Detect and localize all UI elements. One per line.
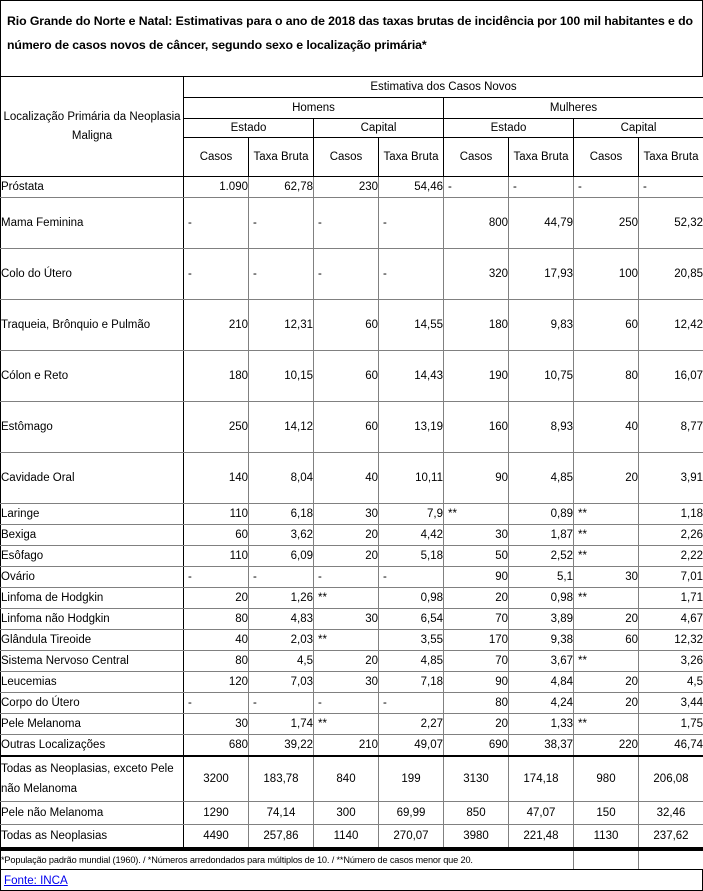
data-cell: 20 [574, 672, 639, 693]
table-row [1, 693, 703, 714]
header-stub: Localização Primária da Neoplasia Maligna [1, 77, 184, 177]
data-cell: - [249, 693, 314, 714]
row-label: Mama Feminina [1, 198, 184, 249]
data-cell: 20 [574, 693, 639, 714]
data-cell: 20,85 [639, 249, 703, 300]
data-cell: 62,78 [249, 177, 314, 198]
data-cell: ** [444, 504, 509, 525]
row-label: Colo do Útero [1, 249, 184, 300]
summary-data-cell: 300 [314, 802, 379, 825]
data-cell: 60 [574, 630, 639, 651]
data-cell: 20 [184, 588, 249, 609]
data-cell: 3,55 [379, 630, 444, 651]
data-cell: 12,31 [249, 300, 314, 351]
data-cell: 800 [444, 198, 509, 249]
data-cell: 4,85 [379, 651, 444, 672]
data-cell: 60 [184, 525, 249, 546]
data-cell: - [184, 249, 249, 300]
data-cell: - [639, 177, 703, 198]
data-cell: 680 [184, 735, 249, 757]
data-cell: 5,1 [509, 567, 574, 588]
row-label: Glândula Tireoide [1, 630, 184, 651]
data-cell: ** [574, 504, 639, 525]
table-row [1, 609, 703, 630]
table-row [1, 198, 703, 249]
summary-data-cell: 150 [574, 802, 639, 825]
data-cell: ** [314, 588, 379, 609]
data-cell: 170 [444, 630, 509, 651]
data-cell: 14,55 [379, 300, 444, 351]
summary-data-cell: 183,78 [249, 756, 314, 802]
data-cell: 160 [444, 402, 509, 453]
summary-row-label: Todas as Neoplasias [1, 825, 184, 849]
data-cell: 20 [314, 525, 379, 546]
data-cell: 2,27 [379, 714, 444, 735]
summary-data-cell: 69,99 [379, 802, 444, 825]
data-cell: 30 [314, 609, 379, 630]
data-cell: 9,38 [509, 630, 574, 651]
data-cell: 20 [574, 453, 639, 504]
footnote-table [0, 849, 703, 870]
table-row [1, 504, 703, 525]
table-row [1, 525, 703, 546]
table-row [1, 567, 703, 588]
data-cell: 80 [574, 351, 639, 402]
row-label: Traqueia, Brônquio e Pulmão [1, 300, 184, 351]
data-cell: 3,67 [509, 651, 574, 672]
data-cell: 60 [314, 402, 379, 453]
data-cell: - [379, 249, 444, 300]
data-cell: 7,01 [639, 567, 703, 588]
summary-data-cell: 32,46 [639, 802, 703, 825]
data-cell: 70 [444, 609, 509, 630]
row-label: Sistema Nervoso Central [1, 651, 184, 672]
data-cell: 3,62 [249, 525, 314, 546]
data-cell: ** [314, 714, 379, 735]
data-cell: - [379, 567, 444, 588]
summary-data-cell: 74,14 [249, 802, 314, 825]
data-cell: 250 [184, 402, 249, 453]
data-cell: - [379, 693, 444, 714]
table-row [1, 714, 703, 735]
data-cell: 1,18 [639, 504, 703, 525]
summary-row [1, 825, 703, 849]
data-cell: 10,15 [249, 351, 314, 402]
data-cell: 3,44 [639, 693, 703, 714]
data-cell: - [249, 249, 314, 300]
data-cell: - [574, 177, 639, 198]
data-cell: 2,52 [509, 546, 574, 567]
data-cell: 13,19 [379, 402, 444, 453]
summary-data-cell: 221,48 [509, 825, 574, 849]
data-cell: ** [314, 630, 379, 651]
summary-data-cell: 1130 [574, 825, 639, 849]
data-cell: 7,9 [379, 504, 444, 525]
data-cell: 80 [184, 651, 249, 672]
data-cell: - [184, 693, 249, 714]
data-cell: 210 [314, 735, 379, 757]
data-cell: 20 [444, 714, 509, 735]
row-label: Outras Localizações [1, 735, 184, 757]
data-cell: 14,12 [249, 402, 314, 453]
header-group-homens-estado: Estado [184, 119, 314, 138]
data-cell: 220 [574, 735, 639, 757]
data-cell: 39,22 [249, 735, 314, 757]
data-cell: 3,91 [639, 453, 703, 504]
data-cell: - [314, 693, 379, 714]
summary-row [1, 756, 703, 802]
row-label: Ovário [1, 567, 184, 588]
data-cell: 12,32 [639, 630, 703, 651]
data-cell: 46,74 [639, 735, 703, 757]
data-cell: 30 [184, 714, 249, 735]
data-cell: 230 [314, 177, 379, 198]
data-cell: 180 [444, 300, 509, 351]
source-link[interactable]: Fonte: INCA [4, 874, 68, 887]
data-cell: ** [574, 714, 639, 735]
data-cell: 4,84 [509, 672, 574, 693]
table-body [1, 177, 703, 757]
data-cell: - [314, 198, 379, 249]
data-cell: 52,32 [639, 198, 703, 249]
data-cell: 1,75 [639, 714, 703, 735]
row-label: Cólon e Reto [1, 351, 184, 402]
data-cell: 8,04 [249, 453, 314, 504]
data-cell: 40 [574, 402, 639, 453]
header-col-casos-mulheres-capital: Casos [574, 138, 639, 177]
summary-row-label: Todas as Neoplasias, exceto Pele não Melanoma [1, 756, 184, 802]
row-label: Esôfago [1, 546, 184, 567]
data-cell: 4,5 [249, 651, 314, 672]
data-cell: 30 [574, 567, 639, 588]
header-group-homens-capital: Capital [314, 119, 444, 138]
data-cell: 180 [184, 351, 249, 402]
table-title-box [0, 0, 703, 76]
data-cell: 1,71 [639, 588, 703, 609]
source-row [0, 870, 703, 891]
data-cell: 2,03 [249, 630, 314, 651]
summary-data-cell: 4490 [184, 825, 249, 849]
header-col-taxa-homens-estado: Taxa Bruta [249, 138, 314, 177]
data-cell: 10,11 [379, 453, 444, 504]
data-cell: 6,54 [379, 609, 444, 630]
data-cell: 54,46 [379, 177, 444, 198]
data-cell: 44,79 [509, 198, 574, 249]
data-cell: 1,33 [509, 714, 574, 735]
data-cell: 20 [314, 651, 379, 672]
data-cell: ** [574, 546, 639, 567]
data-cell: - [184, 567, 249, 588]
data-cell: 17,93 [509, 249, 574, 300]
summary-data-cell: 237,62 [639, 825, 703, 849]
table-row [1, 249, 703, 300]
row-label: Laringe [1, 504, 184, 525]
footnote-text: *População padrão mundial (1960). / *Números arredondados para múltiplos de 10. / **Número de casos menor que 20. [1, 850, 574, 870]
data-cell: 20 [444, 588, 509, 609]
data-cell: 100 [574, 249, 639, 300]
data-cell: 4,85 [509, 453, 574, 504]
data-cell: 30 [444, 525, 509, 546]
data-cell: 40 [184, 630, 249, 651]
summary-data-cell: 980 [574, 756, 639, 802]
data-cell: 60 [574, 300, 639, 351]
summary-data-cell: 850 [444, 802, 509, 825]
summary-data-cell: 270,07 [379, 825, 444, 849]
row-label: Bexiga [1, 525, 184, 546]
data-cell: 4,24 [509, 693, 574, 714]
table-row [1, 300, 703, 351]
data-cell: 4,67 [639, 609, 703, 630]
summary-row-label: Pele não Melanoma [1, 802, 184, 825]
table-row [1, 735, 703, 757]
data-cell: 140 [184, 453, 249, 504]
data-cell: 6,18 [249, 504, 314, 525]
summary-data-cell: 174,18 [509, 756, 574, 802]
row-label: Cavidade Oral [1, 453, 184, 504]
data-cell: 2,26 [639, 525, 703, 546]
data-cell: - [184, 198, 249, 249]
data-cell: 60 [314, 300, 379, 351]
data-cell: 6,09 [249, 546, 314, 567]
data-cell: - [509, 177, 574, 198]
data-cell: 190 [444, 351, 509, 402]
header-col-casos-mulheres-estado: Casos [444, 138, 509, 177]
data-cell: 1,26 [249, 588, 314, 609]
header-group-mulheres-estado: Estado [444, 119, 574, 138]
table-row [1, 588, 703, 609]
data-cell: 14,43 [379, 351, 444, 402]
table-row [1, 630, 703, 651]
header-col-taxa-mulheres-estado: Taxa Bruta [509, 138, 574, 177]
data-cell: 5,18 [379, 546, 444, 567]
data-cell: - [444, 177, 509, 198]
summary-data-cell: 840 [314, 756, 379, 802]
data-cell: - [314, 567, 379, 588]
data-cell: 80 [444, 693, 509, 714]
summary-data-cell: 1140 [314, 825, 379, 849]
data-cell: 2,22 [639, 546, 703, 567]
header-estimativa-casos-novos: Estimativa dos Casos Novos [184, 77, 703, 98]
row-label: Linfoma de Hodgkin [1, 588, 184, 609]
data-cell: 30 [314, 504, 379, 525]
summary-data-cell: 47,07 [509, 802, 574, 825]
data-cell: 690 [444, 735, 509, 757]
data-cell: 16,07 [639, 351, 703, 402]
data-cell: 320 [444, 249, 509, 300]
table-row [1, 651, 703, 672]
header-group-mulheres-capital: Capital [574, 119, 703, 138]
data-cell: 50 [444, 546, 509, 567]
table-row [1, 453, 703, 504]
table-summary [1, 756, 703, 848]
summary-data-cell: 3200 [184, 756, 249, 802]
header-col-casos-homens-capital: Casos [314, 138, 379, 177]
data-cell: 12,42 [639, 300, 703, 351]
row-label: Corpo do Útero [1, 693, 184, 714]
page-title: Rio Grande do Norte e Natal: Estimativas para o ano de 2018 das taxas brutas de incidência por 100 mil habitantes e do número de casos novos de câncer, segundo sexo e localização primária* [7, 9, 694, 57]
summary-data-cell: 199 [379, 756, 444, 802]
data-cell: 1,87 [509, 525, 574, 546]
data-cell: 4,83 [249, 609, 314, 630]
row-label: Estômago [1, 402, 184, 453]
data-cell: 40 [314, 453, 379, 504]
summary-data-cell: 257,86 [249, 825, 314, 849]
data-cell: 4,5 [639, 672, 703, 693]
header-col-taxa-mulheres-capital: Taxa Bruta [639, 138, 703, 177]
data-cell: 70 [444, 651, 509, 672]
data-cell: 90 [444, 567, 509, 588]
header-col-taxa-homens-capital: Taxa Bruta [379, 138, 444, 177]
header-col-casos-homens-estado: Casos [184, 138, 249, 177]
data-cell: - [249, 198, 314, 249]
data-cell: 80 [184, 609, 249, 630]
footnote-blank-2 [639, 850, 703, 870]
data-cell: 4,42 [379, 525, 444, 546]
data-cell: 120 [184, 672, 249, 693]
data-cell: 1.090 [184, 177, 249, 198]
summary-row [1, 802, 703, 825]
table-row [1, 177, 703, 198]
data-cell: 9,83 [509, 300, 574, 351]
data-cell: 38,37 [509, 735, 574, 757]
row-label: Pele Melanoma [1, 714, 184, 735]
data-cell: 49,07 [379, 735, 444, 757]
data-cell: 0,89 [509, 504, 574, 525]
data-cell: 210 [184, 300, 249, 351]
row-label: Próstata [1, 177, 184, 198]
data-cell: 110 [184, 504, 249, 525]
data-cell: - [249, 567, 314, 588]
data-cell: ** [574, 651, 639, 672]
data-cell: 7,18 [379, 672, 444, 693]
data-cell: 20 [574, 609, 639, 630]
summary-data-cell: 3130 [444, 756, 509, 802]
data-cell: 10,75 [509, 351, 574, 402]
data-cell: 8,93 [509, 402, 574, 453]
data-cell: 0,98 [509, 588, 574, 609]
data-cell: 7,03 [249, 672, 314, 693]
incidence-table [0, 76, 703, 849]
table-row [1, 546, 703, 567]
footnote-blank-1 [574, 850, 639, 870]
data-cell: 110 [184, 546, 249, 567]
summary-data-cell: 206,08 [639, 756, 703, 802]
data-cell: 30 [314, 672, 379, 693]
data-cell: 90 [444, 672, 509, 693]
summary-data-cell: 3980 [444, 825, 509, 849]
data-cell: 250 [574, 198, 639, 249]
header-group-mulheres: Mulheres [444, 98, 703, 119]
data-cell: 1,74 [249, 714, 314, 735]
footnote-row [1, 850, 703, 870]
summary-data-cell: 1290 [184, 802, 249, 825]
data-cell: - [379, 198, 444, 249]
header-group-homens: Homens [184, 98, 444, 119]
table-row [1, 672, 703, 693]
table-row [1, 402, 703, 453]
data-cell: 0,98 [379, 588, 444, 609]
data-cell: ** [574, 588, 639, 609]
data-cell: 3,89 [509, 609, 574, 630]
data-cell: 60 [314, 351, 379, 402]
data-cell: 20 [314, 546, 379, 567]
data-cell: 8,77 [639, 402, 703, 453]
data-cell: 3,26 [639, 651, 703, 672]
row-label: Leucemias [1, 672, 184, 693]
data-cell: 90 [444, 453, 509, 504]
data-cell: - [314, 249, 379, 300]
row-label: Linfoma não Hodgkin [1, 609, 184, 630]
header-row-group-top [1, 77, 703, 98]
table-header [1, 77, 703, 177]
table-row [1, 351, 703, 402]
data-cell: ** [574, 525, 639, 546]
